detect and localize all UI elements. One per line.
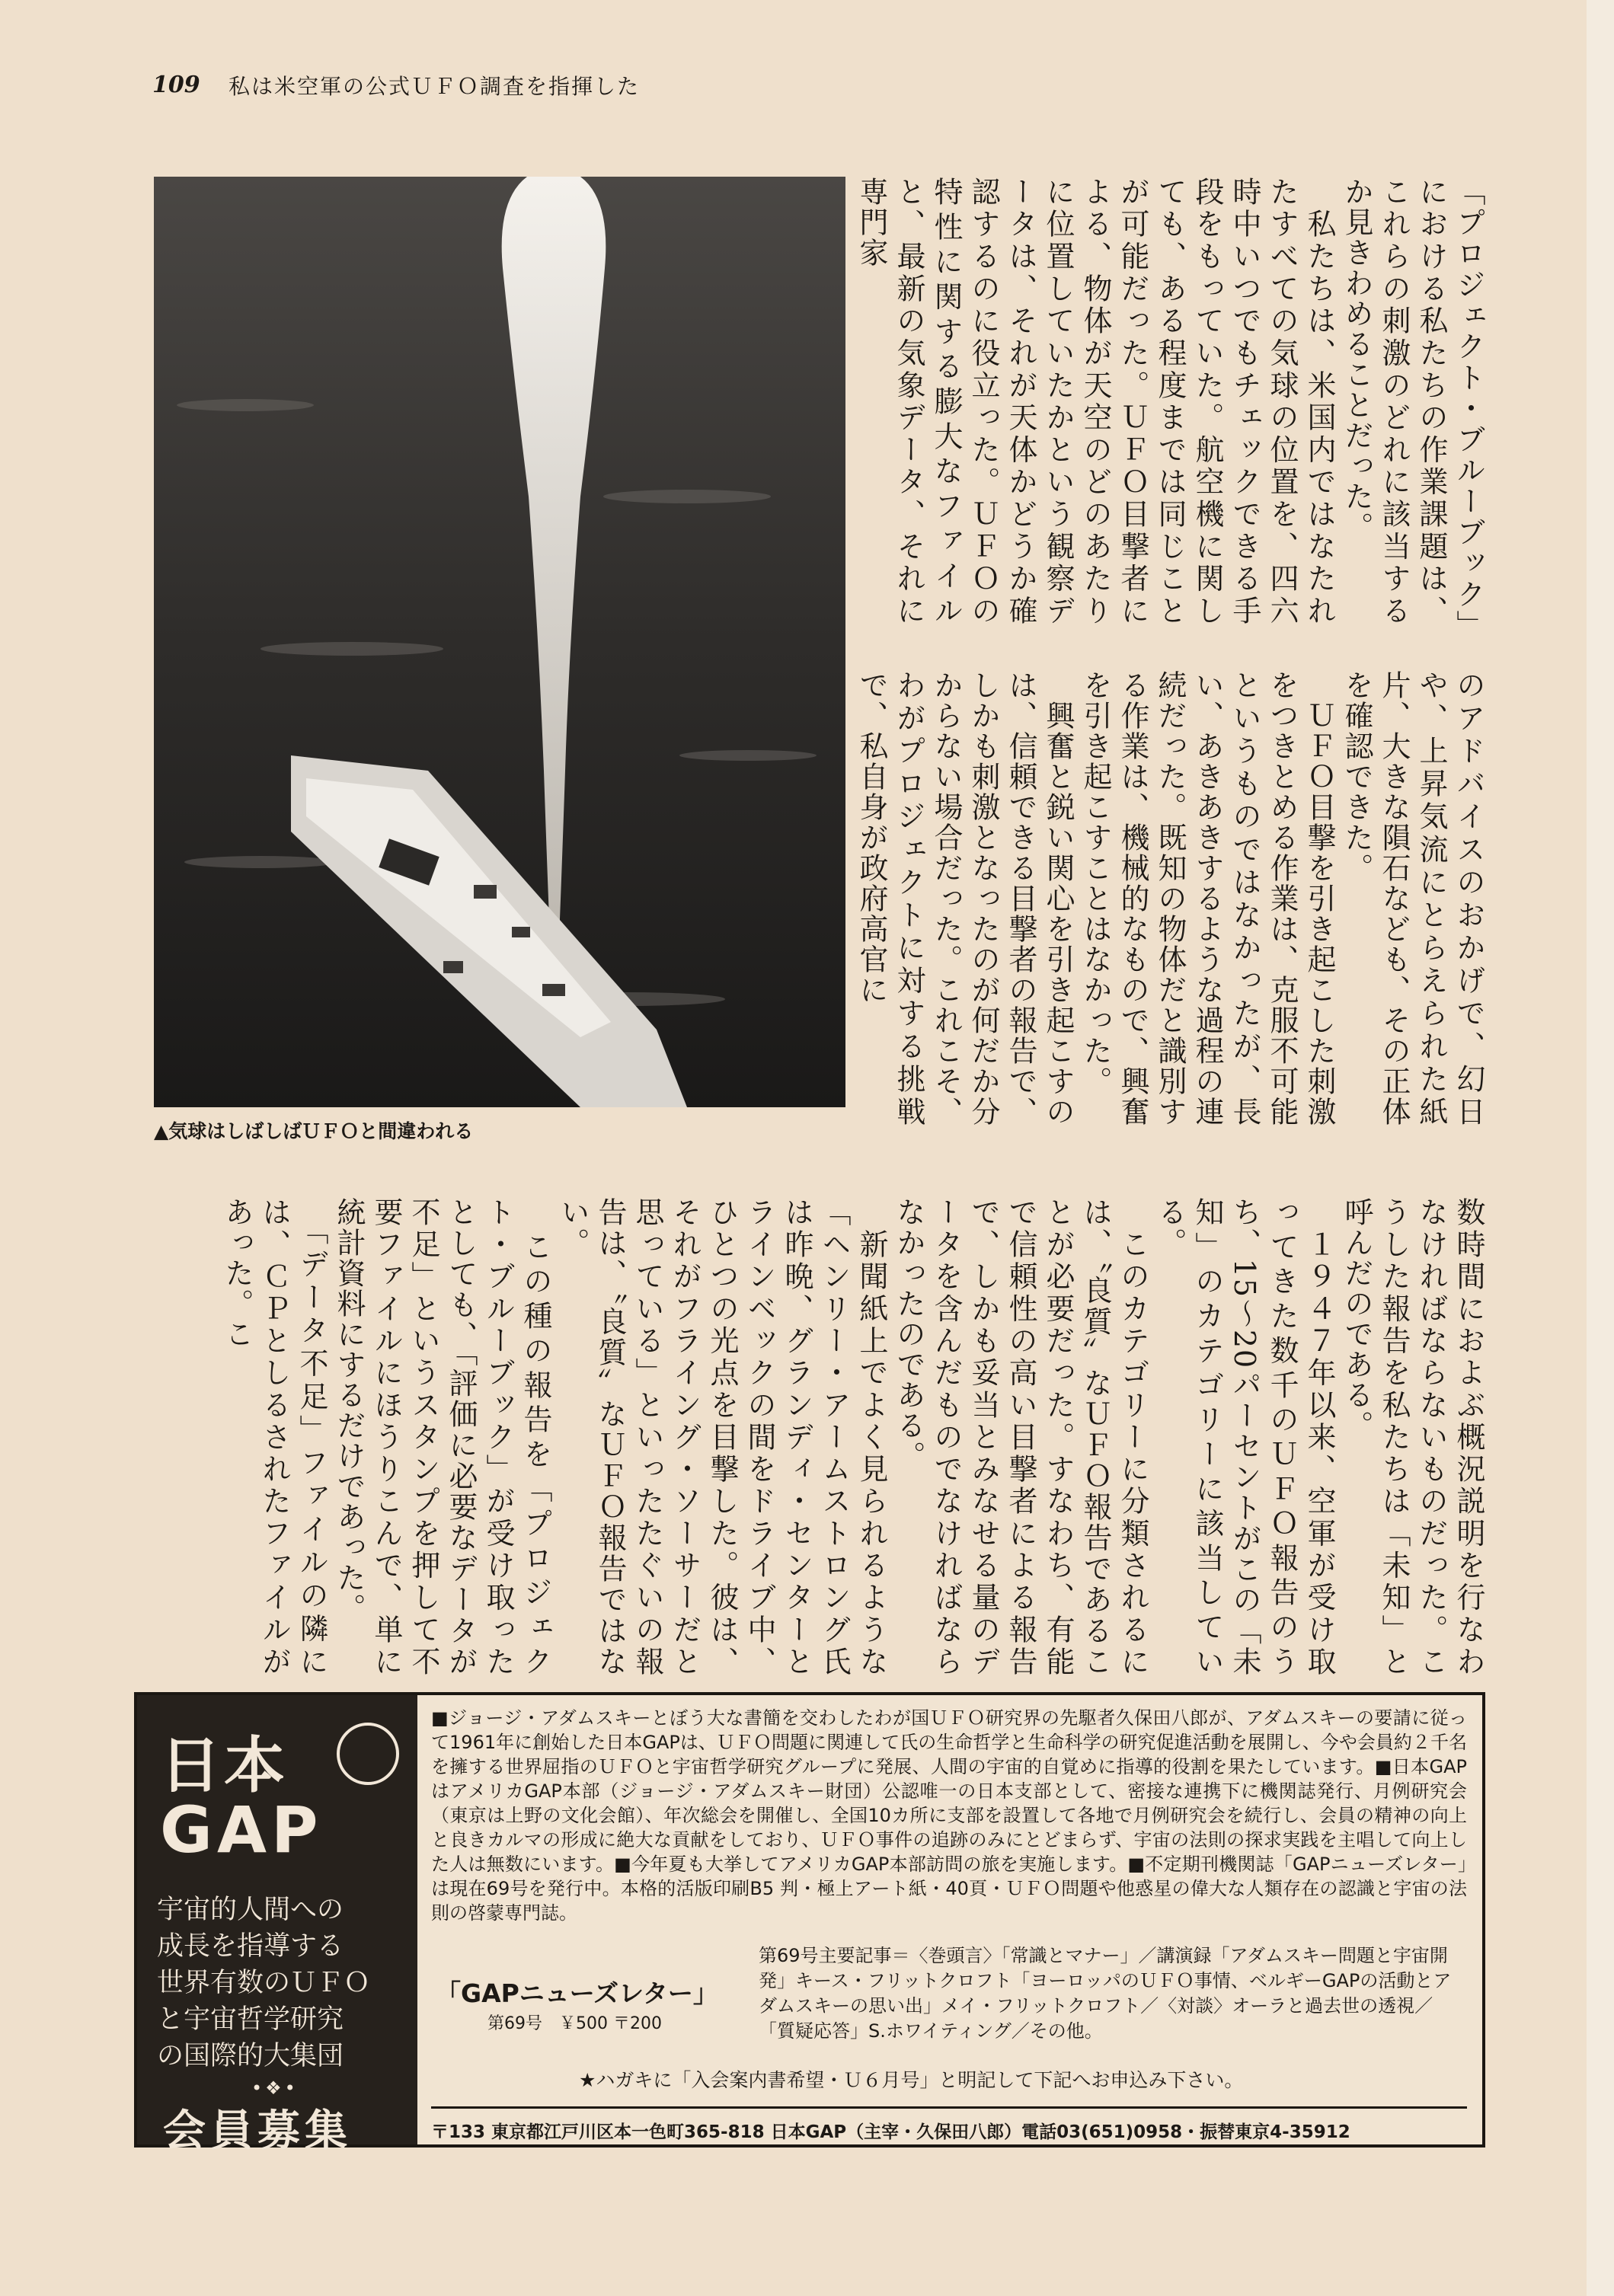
newsletter-issue: 第69号 ￥500 〒200: [487, 2014, 662, 2033]
ad-slogan-line: と宇宙哲学研究: [157, 2004, 344, 2035]
balloon-photo: [154, 177, 845, 1107]
article-text-block-1: 「プロジェクト・ブルーブック」における私たちの作業課題は、これらの刺激のどれに該当するか見きわめることだった。 私たちは、米国内ではなたれたすべての気球の位置を、四六時中いつでもチェックできる手段をもっていた。航空機に関しても、ある程度までは同じことが可能だった。ＵＦＯ目撃者による、物体が天空のどのあたりに位置していたかという観察データは、それが天体かどうか確認するのに役立った。ＵＦＯの特性に関する膨大なファイルと、最新の気象データ、それに専門家: [855, 177, 1485, 626]
ad-slogan-line: 世界有数のＵＦＯ: [157, 1968, 371, 1998]
ad-slogan-line: 成長を指導する: [157, 1931, 344, 1962]
newsletter-contents: 第69号主要記事＝〈巻頭言〉「常識とマナー」／講演録「アダムスキー問題と宇宙開発」キース・フリットクロフト「ヨーロッパのＵＦＯ事情、ベルギーGAPの活動とアダムスキーの思い出」メイ・フリットクロフト／〈対談〉オーラと過去世の透視／「質疑応答」S.ホワイティング／その他。: [759, 1945, 1452, 2042]
ad-org-name-jp: 日本: [160, 1730, 288, 1801]
page-edge: [1587, 0, 1614, 2296]
newsletter-title: 「GAPニューズレター」: [436, 1978, 718, 2008]
running-title: 私は米空軍の公式ＵＦＯ調査を指揮した: [229, 74, 641, 99]
article-text-block-2: のアドバイスのおかげで、幻日や、上昇気流にとらえられた紙片、大きな隕石なども、その正体を確認できた。 ＵＦＯ目撃を引き起こした刺激をつきとめる作業は、克服不可能というものではなかったが、長い、あきあきするような過程の連続だった。既知の物体だと識別する作業は、機械的なもので、興奮を引き起こすことはなかった。 興奮と鋭い関心を引き起こすのは、信頼できる目撃者の報告で、しかも刺激となったのが何だか分からない場合だった。これこそ、わがプロジェクトに対する挑戦で、私自身が政府高官に: [855, 670, 1485, 1127]
gap-emblem-icon: [337, 1723, 399, 1785]
article-text-block-3: 数時間におよぶ概況説明を行なわなければならないものだった。こうした報告を私たちは「未知」と呼んだのである。 １９４７年以来、空軍が受け取ってきた数千のＵＦＯ報告のうち、15〜20パーセントがこの「未知」のカテゴリーに該当している。 このカテゴリーに分類されるには、〝良質〟なＵＦＯ報告であることが必要だった。すなわち、有能で信頼性の高い目撃者による報告で、しかも妥当とみなせる量のデータを含んだものでなければならなかったのである。 新聞紙上でよく見られるような「ヘンリー・アームストロング氏は昨晩、グランディ・センターとラインベックの間をドライブ中、ひとつの光点を目撃した。彼は、それがフライング・ソーサーだと思っている」といったたぐいの報告は、〝良質〟なＵＦＯ報告ではない。 この種の報告を「プロジェクト・ブルーブック」が受け取ったとしても、「評価に必要なデータが不足」というスタンプを押して不要ファイルにほうりこんで、単に統計資料にするだけであった。 「データ不足」ファイルの隣には、ＣＰとしるされたファイルがあった。こ: [220, 1197, 1485, 1677]
photo-caption: ▲気球はしばしばＵＦＯと間違われる: [154, 1120, 474, 1142]
ornament-icon: •❖•: [251, 2077, 299, 2099]
ad-slogan-line: の国際的大集団: [157, 2041, 344, 2071]
ad-recruit-heading: 会員募集: [163, 2106, 352, 2156]
ad-slogan-line: 宇宙的人間への: [157, 1895, 344, 1925]
ad-address: 〒133 東京都江戸川区本一色町365-818 日本GAP（主宰・久保田八郎）電話03(651)0958・振替東京4-35912: [431, 2106, 1467, 2143]
gap-advertisement: [134, 1692, 1485, 2156]
ad-org-name-gap: GAP: [160, 1793, 323, 1867]
application-request: ★ハガキに「入会案内書希望・Ｕ６月号」と明記して下記へお申込み下さい。: [579, 2069, 1244, 2091]
ad-slogan: [157, 1892, 408, 2074]
ad-left-panel: [137, 1695, 417, 2156]
page-number: 109: [152, 72, 200, 98]
ad-description: ■ジョージ・アダムスキーとぼう大な書簡を交わしたわが国ＵＦＯ研究界の先駆者久保田八郎が、アダムスキーの要請に従って1961年に創始した日本GAPは、ＵＦＯ問題に関連して氏の生命哲学と生命科学の研究促進活動を展開し、今や会員約２千名を擁する世界屈指のＵＦＯと宇宙哲学研究グループに発展、人間の宇宙的自覚めに指導的役割を果たしています。■日本GAPはアメリカGAP本部（ジョージ・アダムスキー財団）公認唯一の日本支部として、密接な連携下に機関誌発行、月例研究会（東京は上野の文化会館）、年次総会を開催し、全国10カ所に支部を設置して各地で月例研究会を続行し、会員の精神の向上と良きカルマの形成に絶大な貢献をしており、ＵＦＯ事件の追跡のみにとどまらず、宇宙の法則の探求実践を主唱して向上した人は無数にいます。■今年夏も大挙してアメリカGAP本部訪問の旅を実施します。■不定期刊機関誌「GAPニューズレター」は現在69号を発行中。本格的活版印刷B5 判・極上アート紙・40頁・ＵＦＯ問題や他惑星の偉大な人類存在の認識と宇宙の法則の啓蒙専門誌。: [431, 1707, 1467, 1924]
balloon-photo-image: [154, 177, 845, 1107]
